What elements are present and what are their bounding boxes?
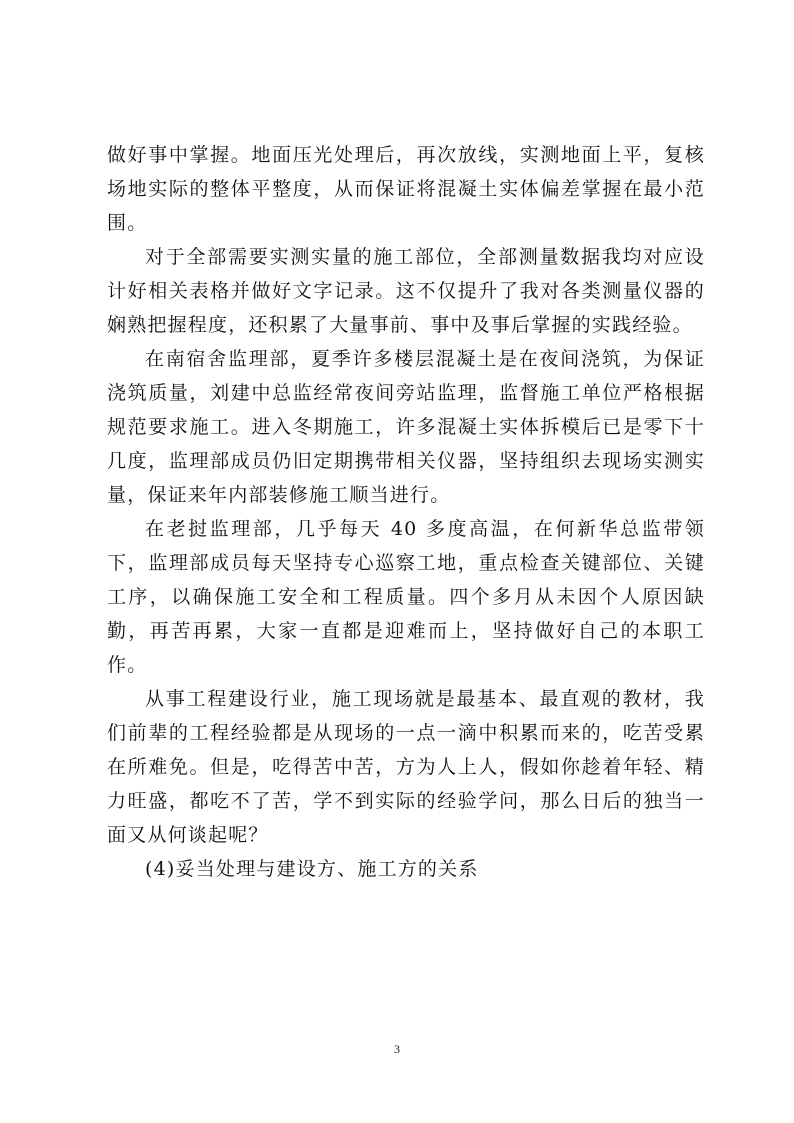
section-heading: (4)妥当处理与建设方、施工方的关系 xyxy=(145,858,479,880)
paragraph-2: 对于全部需要实测实量的施工部位，全部测量数据我均对应设计好相关表格并做好文字记录。这不仅提升了我对各类测量仪器的娴熟把握程度，还积累了大量事前、事中及事后掌握的实践经验。 xyxy=(107,246,705,336)
paragraph-4: 在老挝监理部，几乎每天 40 多度高温，在何新华总监带领下，监理部成员每天坚持专心巡察工地，重点检查关键部位、关键工序，以确保施工安全和工程质量。四个多月从未因个人原因缺勤，再苦再累，大家一直都是迎难而上，坚持做好自己的本职工作。 xyxy=(107,518,705,676)
paragraph-1: 做好事中掌握。地面压光处理后，再次放线，实测地面上平，复核场地实际的整体平整度，从而保证将混凝土实体偏差掌握在最小范围。 xyxy=(107,144,705,234)
body-text xyxy=(107,138,705,886)
paragraph-3: 在南宿舍监理部，夏季许多楼层混凝土是在夜间浇筑，为保证浇筑质量，刘建中总监经常夜间旁站监理，监督施工单位严格根据规范要求施工。进入冬期施工，许多混凝土实体拆模后已是零下十几度，监理部成员仍旧定期携带相关仪器，坚持组织去现场实测实量，保证来年内部装修施工顺当进行。 xyxy=(107,348,705,506)
paragraph-5: 从事工程建设行业，施工现场就是最基本、最直观的教材，我们前辈的工程经验都是从现场的一点一滴中积累而来的，吃苦受累在所难免。但是，吃得苦中苦，方为人上人，假如你趁着年轻、精力旺盛，都吃不了苦，学不到实际的经验学问，那么日后的独当一面又从何谈起呢？ xyxy=(107,688,705,846)
page-number: 3 xyxy=(394,1042,400,1056)
